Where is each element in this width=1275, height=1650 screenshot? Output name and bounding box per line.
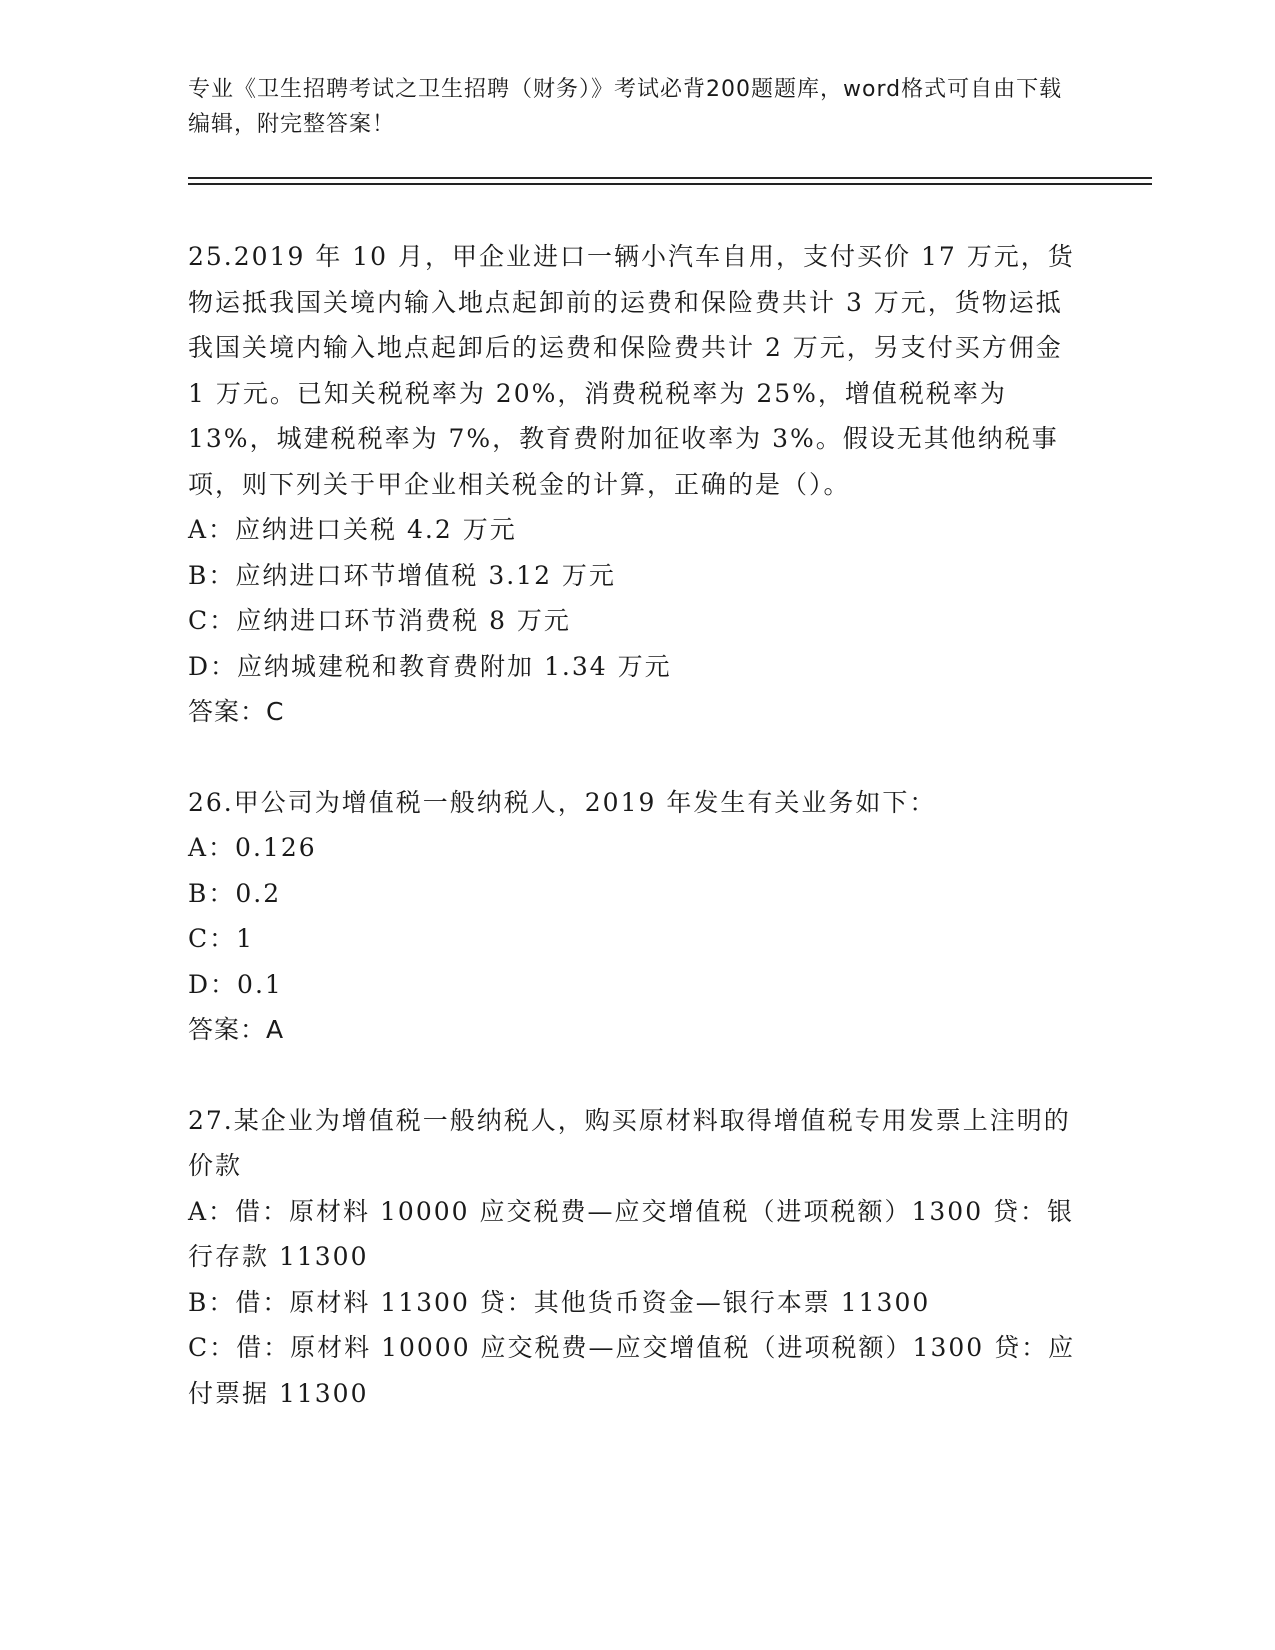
answer-label: 答案：A [188, 1015, 285, 1044]
question-26 [188, 780, 1078, 1053]
question-stem: 26.甲公司为增值税一般纳税人，2019 年发生有关业务如下： [188, 787, 937, 817]
header-divider-bottom [188, 183, 1152, 185]
question-spacer [188, 1053, 1078, 1098]
option-c: C：借：原材料 10000 应交税费—应交增值税（进项税额）1300 贷：应付票据 11300 [188, 1333, 1076, 1408]
option-b: B：0.2 [188, 878, 282, 908]
header-divider-top [188, 177, 1152, 179]
option-c: C：1 [188, 924, 255, 953]
option-b: B：借：原材料 11300 贷：其他货币资金—银行本票 11300 [188, 1287, 931, 1317]
option-a: A：应纳进口关税 4.2 万元 [188, 515, 517, 544]
question-stem: 25.2019 年 10 月，甲企业进口一辆小汽车自用，支付买价 17 万元，货物运抵我国关境内输入地点起卸前的运费和保险费共计 3 万元，货物运抵我国关境内输入地点起卸后的运费和保险费共计 2 万元，另支付买方佣金 1 万元。已知关税税率为 20%，消费税税率为 25%，增值税税率为 13%，城建税税率为 7%，教育费附加征收率为 3%。假设无其他纳税事项，则下列关于甲企业相关税金的计算，正确的是（）。 [188, 242, 1075, 499]
answer-label: 答案：C [188, 697, 285, 726]
option-b: B：应纳进口环节增值税 3.12 万元 [188, 560, 616, 590]
question-list [188, 234, 1078, 1416]
option-c: C：应纳进口环节消费税 8 万元 [188, 606, 571, 635]
option-a: A：借：原材料 10000 应交税费—应交增值税（进项税额）1300 贷：银行存款 11300 [188, 1196, 1075, 1271]
question-spacer [188, 735, 1078, 780]
question-25 [188, 234, 1078, 735]
option-d: D：应纳城建税和教育费附加 1.34 万元 [188, 651, 672, 681]
question-stem: 27.某企业为增值税一般纳税人，购买原材料取得增值税专用发票上注明的价款 [188, 1105, 1071, 1180]
document-header: 专业《卫生招聘考试之卫生招聘（财务）》考试必背200题题库，word格式可自由下载编辑，附完整答案！ [188, 77, 1063, 137]
option-d: D：0.1 [188, 969, 283, 999]
question-27 [188, 1098, 1078, 1417]
option-a: A：0.126 [188, 833, 317, 862]
